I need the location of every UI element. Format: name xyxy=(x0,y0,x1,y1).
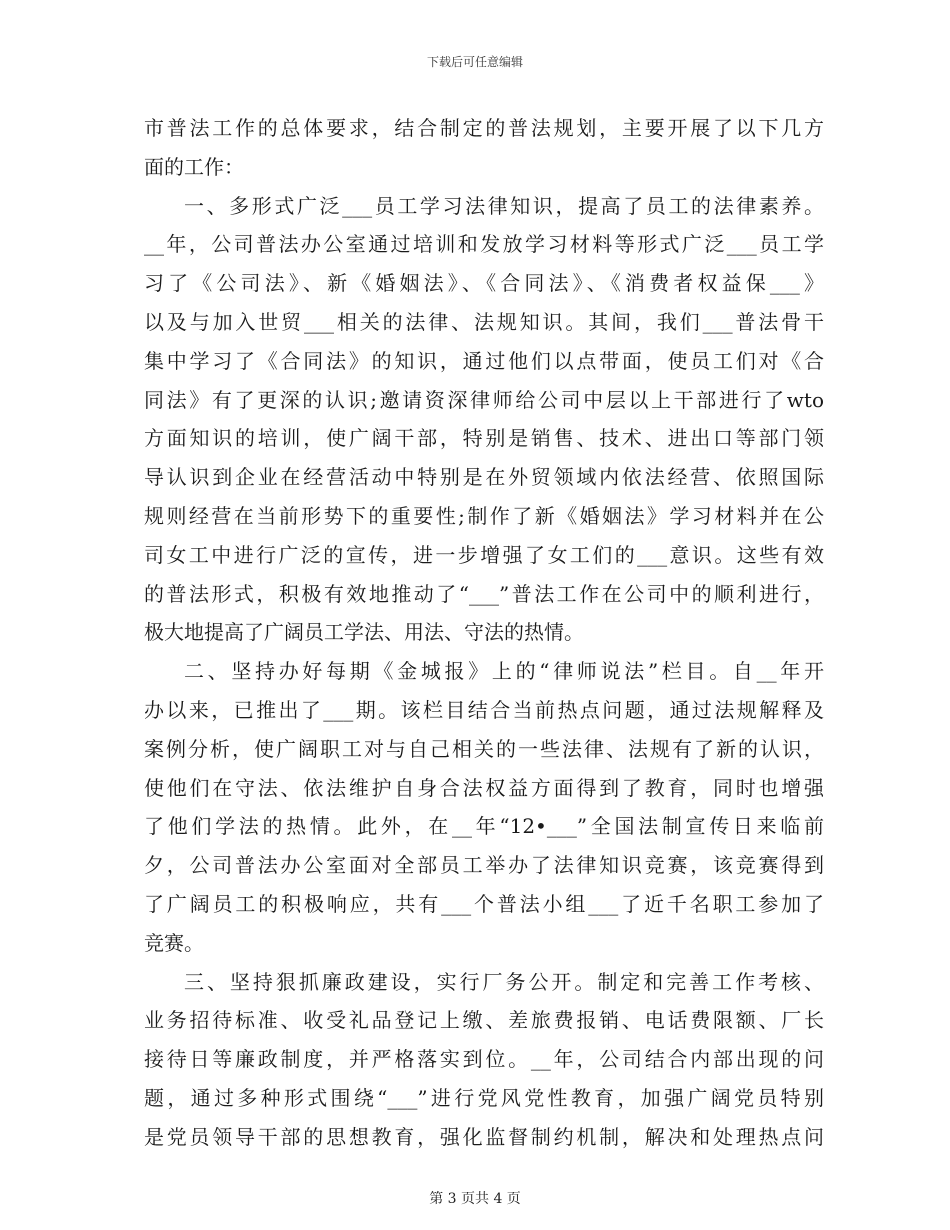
body-line: 了广阔员工的积极响应，共有___个普法小组___了近千名职工参加了 xyxy=(144,891,824,916)
body-line: 市普法工作的总体要求，结合制定的普法规划，主要开展了以下几方 xyxy=(144,116,824,140)
section-heading-3: 三、坚持狠抓廉政建设，实行厂务公开。制定和完善工作考核、 xyxy=(184,969,824,994)
body-line: 办以来，已推出了___期。该栏目结合当前热点问题，通过法规解释及 xyxy=(144,697,824,722)
section-heading-1: 一、多形式广泛___员工学习法律知识，提高了员工的法律素养。 xyxy=(184,193,824,218)
body-line: 案例分析，使广阔职工对与自己相关的一些法律、法规有了新的认识， xyxy=(144,736,824,761)
page-number: 第 3 页共 4 页 xyxy=(429,1191,521,1207)
body-line: 了他们学法的热情。此外，在__年“12•___”全国法制宣传日来临前 xyxy=(144,814,824,839)
body-line: 同法》有了更深的认识;邀请资深律师给公司中层以上干部进行了wto xyxy=(144,387,824,412)
body-line: 题，通过多种形式围绕“___”进行党风党性教育，加强广阔党员特别 xyxy=(144,1085,824,1110)
body-line: 是党员领导干部的思想教育，强化监督制约机制，解决和处理热点问 xyxy=(144,1124,824,1149)
body-line: 业务招待标准、收受礼品登记上缴、差旅费报销、电话费限额、厂长 xyxy=(144,1008,824,1033)
body-line: 集中学习了《合同法》的知识，通过他们以点带面，使员工们对《合 xyxy=(144,348,824,373)
body-line: 习了《公司法》、新《婚姻法》、《合同法》、《消费者权益保___》 xyxy=(144,271,824,296)
body-line: 规则经营在当前形势下的重要性;制作了新《婚姻法》学习材料并在公 xyxy=(144,503,824,528)
body-line: 的普法形式，积极有效地推动了“___”普法工作在公司中的顺利进行， xyxy=(144,581,824,606)
body-line: 使他们在守法、依法维护自身合法权益方面得到了教育，同时也增强 xyxy=(144,775,824,800)
body-line: 极大地提高了广阔员工学法、用法、守法的热情。 xyxy=(144,620,584,645)
body-line: 以及与加入世贸___相关的法律、法规知识。其间，我们___普法骨干 xyxy=(144,309,824,334)
section-heading-2: 二、坚持办好每期《金城报》上的“律师说法”栏目。自__年开 xyxy=(184,659,824,684)
body-line: 接待日等廉政制度，并严格落实到位。__年，公司结合内部出现的问 xyxy=(144,1047,824,1072)
body-line: 竞赛。 xyxy=(144,930,204,955)
document-body xyxy=(144,109,824,1157)
body-line: 导认识到企业在经营活动中特别是在外贸领域内依法经营、依照国际 xyxy=(144,465,824,490)
body-line: __年，公司普法办公室通过培训和发放学习材料等形式广泛___员工学 xyxy=(144,232,824,257)
page-header: 下载后可任意编辑 xyxy=(426,55,523,69)
body-line: 方面知识的培训，使广阔干部，特别是销售、技术、进出口等部门领 xyxy=(144,426,824,451)
body-line: 夕，公司普法办公室面对全部员工举办了法律知识竞赛，该竞赛得到 xyxy=(144,853,824,878)
body-line: 面的工作： xyxy=(144,154,244,179)
body-line: 司女工中进行广泛的宣传，进一步增强了女工们的___意识。这些有效 xyxy=(144,542,824,567)
